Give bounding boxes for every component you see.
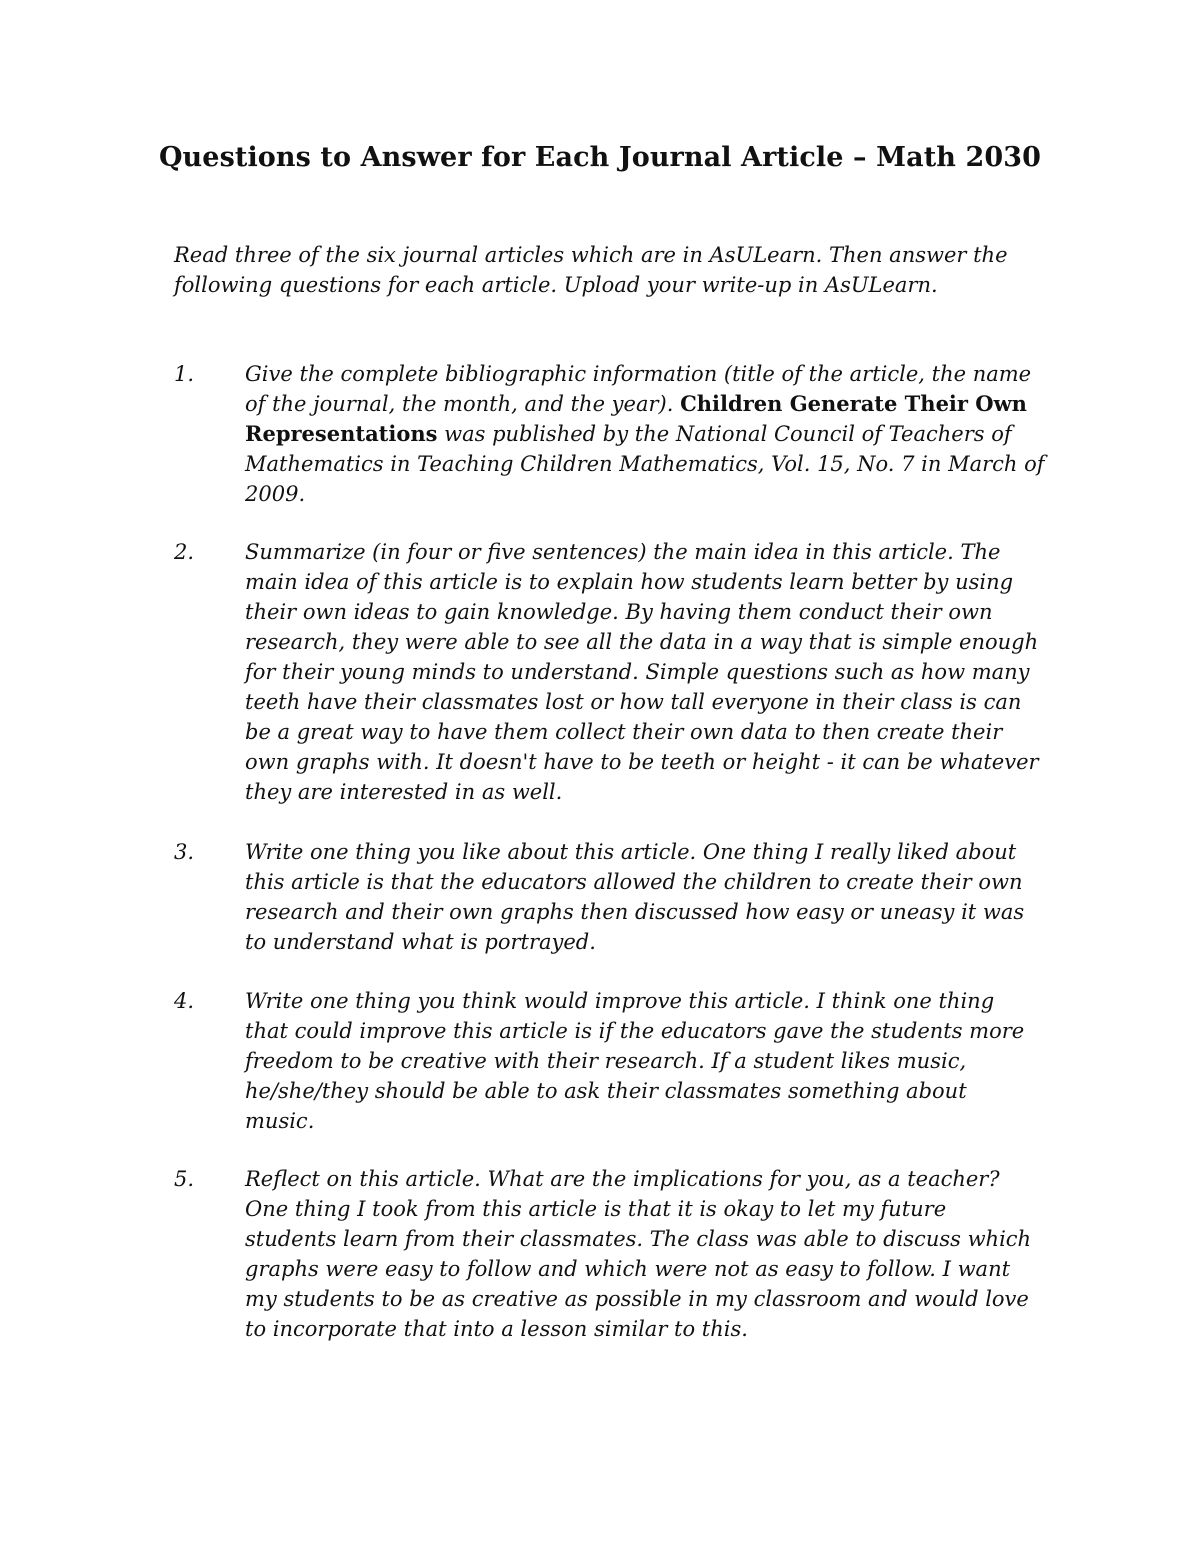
question-text <box>245 1164 1065 1344</box>
question-line-text: research and their own graphs then discussed how easy or uneasy it was <box>245 900 1025 924</box>
question-text <box>245 986 1065 1136</box>
instructions-line: Read three of the six journal articles which are in AsULearn. Then answer the <box>174 243 1008 267</box>
question-line-text: Write one thing you like about this article. One thing I really liked about <box>245 840 1017 864</box>
question-line <box>245 419 1065 449</box>
question-line <box>245 1284 1065 1314</box>
question-line <box>245 1314 1065 1344</box>
question-line-text: he/she/they should be able to ask their classmates something about <box>245 1079 967 1103</box>
question-text <box>245 837 1065 957</box>
question-line-text: that could improve this article is if the educators gave the students more <box>245 1019 1025 1043</box>
question-line-text: be a great way to have them collect their own data to then create their <box>245 720 1003 744</box>
question-line <box>245 1106 1065 1136</box>
question-line <box>245 986 1065 1016</box>
question-text <box>245 537 1065 807</box>
question-line <box>245 717 1065 747</box>
question-line-text: teeth have their classmates lost or how tall everyone in their class is can <box>245 690 1022 714</box>
question-line-text: to incorporate that into a lesson similar to this. <box>245 1317 748 1341</box>
question-line-text: Write one thing you think would improve this article. I think one thing <box>245 989 995 1013</box>
question-line-text: students learn from their classmates. The class was able to discuss which <box>245 1227 1032 1251</box>
question-line <box>245 1224 1065 1254</box>
question-line-text: for their young minds to understand. Simple questions such as how many <box>245 660 1030 684</box>
question-line-text: Reflect on this article. What are the implications for you, as a teacher? <box>245 1167 1000 1191</box>
question-line <box>245 359 1065 389</box>
question-line-text: 2009. <box>245 482 306 506</box>
question-line-text: to understand what is portrayed. <box>245 930 596 954</box>
question-line-text: of the journal, the month, and the year). <box>245 392 681 416</box>
question-line <box>245 479 1065 509</box>
question-line <box>245 1046 1065 1076</box>
question-number: 1. <box>174 362 195 386</box>
question-line <box>245 687 1065 717</box>
question-line <box>245 747 1065 777</box>
question-number: 5. <box>174 1167 195 1191</box>
instructions-line: following questions for each article. Upload your write-up in AsULearn. <box>174 273 938 297</box>
question-line-text: this article is that the educators allowed the children to create their own <box>245 870 1023 894</box>
question-number: 3. <box>174 840 195 864</box>
question-line <box>245 1016 1065 1046</box>
question-line <box>245 867 1065 897</box>
question-line-text: Summarize (in four or five sentences) the main idea in this article. The <box>245 540 1001 564</box>
question-line <box>245 1194 1065 1224</box>
question-line-text: Give the complete bibliographic information (title of the article, the name <box>245 362 1032 386</box>
question-line-text: research, they were able to see all the data in a way that is simple enough <box>245 630 1039 654</box>
question-line-text: freedom to be creative with their research. If a student likes music, <box>245 1049 967 1073</box>
question-line-text: music. <box>245 1109 315 1133</box>
document-title: Questions to Answer for Each Journal Article – Math 2030 <box>158 142 1042 173</box>
question-line-text: own graphs with. It doesn't have to be teeth or height - it can be whatever <box>245 750 1039 774</box>
question-line-text: they are interested in as well. <box>245 780 563 804</box>
question-line-text: Mathematics in Teaching Children Mathematics, Vol. 15, No. 7 in March of <box>245 452 1045 476</box>
question-line <box>245 389 1065 419</box>
question-line <box>245 777 1065 807</box>
question-line <box>245 449 1065 479</box>
question-number: 4. <box>174 989 195 1013</box>
question-line-text: their own ideas to gain knowledge. By having them conduct their own <box>245 600 993 624</box>
question-line-text: graphs were easy to follow and which were not as easy to follow. I want <box>245 1257 1011 1281</box>
question-text <box>245 359 1065 509</box>
question-line <box>245 1164 1065 1194</box>
article-title-text: Children Generate Their Own <box>680 391 1027 416</box>
question-line <box>245 927 1065 957</box>
question-line <box>245 627 1065 657</box>
question-line <box>245 537 1065 567</box>
question-number: 2. <box>174 540 195 564</box>
instructions-paragraph <box>174 240 1054 300</box>
question-line <box>245 597 1065 627</box>
question-line-text: main idea of this article is to explain how students learn better by using <box>245 570 1014 594</box>
question-line <box>245 837 1065 867</box>
question-line-text: was published by the National Council of Teachers of <box>437 422 1012 446</box>
question-line <box>245 1076 1065 1106</box>
question-line <box>245 1254 1065 1284</box>
question-line-text: One thing I took from this article is that it is okay to let my future <box>245 1197 947 1221</box>
question-line <box>245 567 1065 597</box>
article-title-text: Representations <box>245 421 438 446</box>
question-line <box>245 897 1065 927</box>
question-line <box>245 657 1065 687</box>
question-line-text: my students to be as creative as possible in my classroom and would love <box>245 1287 1029 1311</box>
